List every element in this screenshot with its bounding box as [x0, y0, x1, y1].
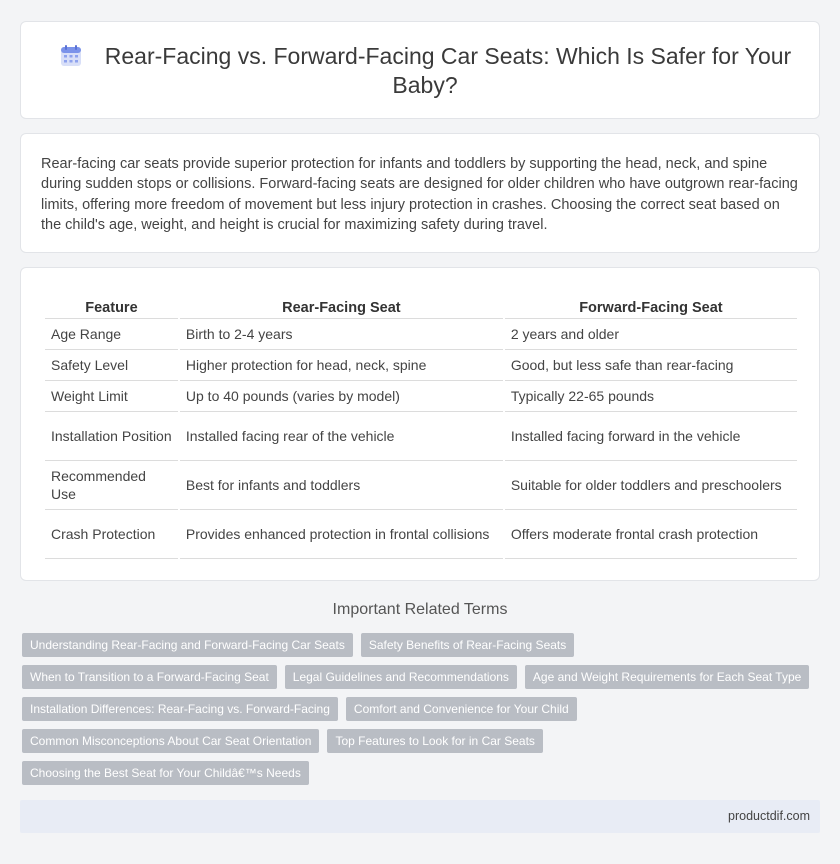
related-terms-title: Important Related Terms — [332, 601, 508, 618]
column-header: Rear-Facing Seat — [180, 295, 503, 319]
related-term-tag[interactable]: When to Transition to a Forward-Facing Seat — [22, 665, 277, 689]
related-term-tag[interactable]: Legal Guidelines and Recommendations — [285, 665, 517, 689]
table-header-row — [45, 295, 797, 319]
related-term-tag[interactable]: Common Misconceptions About Car Seat Orientation — [22, 729, 319, 753]
table-cell: Higher protection for head, neck, spine — [180, 350, 503, 381]
related-term-tag[interactable]: Installation Differences: Rear-Facing vs. Forward-Facing — [22, 697, 338, 721]
table-cell: Good, but less safe than rear-facing — [505, 350, 797, 381]
table-cell: 2 years and older — [505, 319, 797, 350]
related-term-tag[interactable]: Choosing the Best Seat for Your Childâ€™s Needs — [22, 761, 309, 785]
related-term-tag[interactable]: Comfort and Convenience for Your Child — [346, 697, 577, 721]
comparison-table — [43, 295, 799, 559]
table-cell: Age Range — [45, 319, 178, 350]
table-cell: Recommended Use — [45, 461, 178, 510]
table-cell: Birth to 2-4 years — [180, 319, 503, 350]
related-term-tag[interactable]: Safety Benefits of Rear-Facing Seats — [361, 633, 574, 657]
comparison-card — [20, 267, 820, 581]
table-cell: Crash Protection — [45, 510, 178, 559]
page-title — [51, 42, 799, 100]
table-cell: Typically 22-65 pounds — [505, 381, 797, 412]
table-cell: Installation Position — [45, 412, 178, 461]
column-header: Forward-Facing Seat — [505, 295, 797, 319]
table-row — [45, 381, 797, 412]
table-cell: Installed facing forward in the vehicle — [505, 412, 797, 461]
related-term-tag[interactable]: Top Features to Look for in Car Seats — [327, 729, 542, 753]
column-header: Feature — [45, 295, 178, 319]
page-title-text: Rear-Facing vs. Forward-Facing Car Seats: Which Is Safer for Your Baby? — [104, 43, 792, 98]
calendar-icon — [59, 44, 83, 68]
table-row — [45, 461, 797, 510]
table-row — [45, 510, 797, 559]
related-term-tag[interactable]: Age and Weight Requirements for Each Seat Type — [525, 665, 809, 689]
table-cell: Provides enhanced protection in frontal collisions — [180, 510, 503, 559]
table-row — [45, 412, 797, 461]
footer-site-link[interactable]: productdif.com — [728, 809, 810, 823]
table-cell: Best for infants and toddlers — [180, 461, 503, 510]
table-row — [45, 319, 797, 350]
table-cell: Installed facing rear of the vehicle — [180, 412, 503, 461]
table-cell: Suitable for older toddlers and preschoolers — [505, 461, 797, 510]
intro-paragraph: Rear-facing car seats provide superior protection for infants and toddlers by supporting the head, neck, and spine during sudden stops or collisions. Forward-facing seats are designed for older children who have outgrown rear-facing limits, offering more freedom of movement but less injury protection in crashes. Choosing the correct seat based on the child's age, weight, and height is crucial for maximizing safety during travel. — [41, 156, 798, 233]
table-row — [45, 350, 797, 381]
related-terms-list — [22, 633, 822, 793]
intro-card — [20, 133, 820, 253]
table-cell: Offers moderate frontal crash protection — [505, 510, 797, 559]
related-term-tag[interactable]: Understanding Rear-Facing and Forward-Facing Car Seats — [22, 633, 353, 657]
table-cell: Weight Limit — [45, 381, 178, 412]
footer-bar — [20, 800, 820, 833]
header-card — [20, 21, 820, 119]
table-cell: Safety Level — [45, 350, 178, 381]
table-cell: Up to 40 pounds (varies by model) — [180, 381, 503, 412]
